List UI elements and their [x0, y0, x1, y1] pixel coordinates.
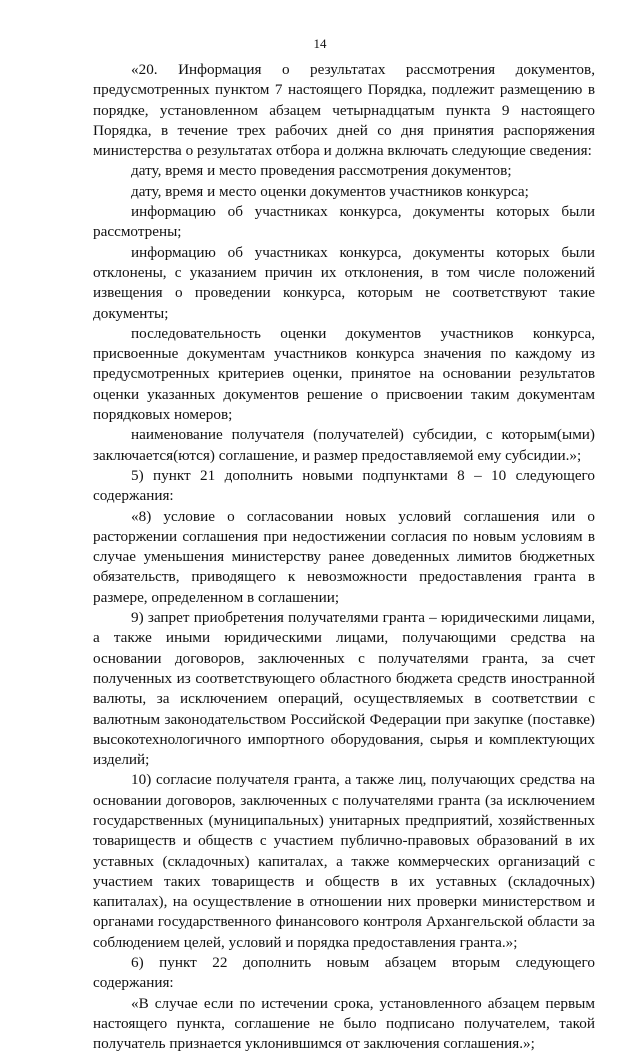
paragraph-amendment-item-21: 5) пункт 21 дополнить новыми подпунктами 8 – 10 следующего содержания: [93, 466, 595, 505]
paragraph-item-20-intro: «20. Информация о результатах рассмотрения документов, предусмотренных пунктом 7 настоящего Порядка, подлежит размещению в порядке, установленном абзацем четырнадцатым пункта 9 настоящего Порядка, в течение трех рабочих дней со дня принятия распоряжения министерства о результатах отбора и должна включать следующие сведения: [93, 61, 595, 160]
paragraph-rejected-participants: информацию об участниках конкурса, документы которых были отклонены, с указанием причин их отклонения, в том числе положений извещения о проведении конкурса, которым не соответствуют такие документы; [93, 243, 595, 322]
paragraph-evaluation-sequence: последовательность оценки документов участников конкурса, присвоенные документам участников конкурса значения по каждому из предусмотренных критериев оценки, принятое на основании результатов оценки указанных документов решение о присвоении таким документам порядковых номеров; [93, 324, 595, 424]
paragraph-subsidy-recipient: наименование получателя (получателей) субсидии, с которым(ыми) заключается(ются) соглашение, и размер предоставляемой ему субсидии.»; [93, 426, 595, 464]
document-body [93, 60, 595, 1055]
page-number: 14 [313, 36, 327, 51]
paragraph-subitem-8: «8) условие о согласовании новых условий соглашения или о расторжении соглашения при недостижении согласия по новым условиям в случае уменьшения министерству ранее доведенных лимитов бюджетных обязательств, приводящего к невозможности предоставления гранта в размере, определенном в соглашении; [93, 507, 595, 606]
paragraph-amendment-item-22: 6) пункт 22 дополнить новым абзацем вторым следующего содержания: [93, 954, 595, 992]
paragraph-date-time-place-evaluation: дату, время и место оценки документов участников конкурса; [131, 182, 529, 200]
paragraph-reviewed-participants: информацию об участниках конкурса, документы которых были рассмотрены; [93, 203, 595, 241]
paragraph-subitem-10: 10) согласие получателя гранта, а также лиц, получающих средства на основании договоров, заключенных с получателями гранта (за исключением государственных (муниципальных) унитарных предприятий, хозяйственных товариществ и обществ с участием публично-правовых образований в их уставных (складочных) капиталах, а также коммерческих организаций с участием таких товариществ и обществ в их уставных (складочных) капиталах), на осуществление в отношении них проверки министерством и органами государственного финансового контроля Архангельской области за соблюдением целей, условий и порядка предоставления гранта.»; [93, 771, 595, 951]
paragraph-subitem-9: 9) запрет приобретения получателями гранта – юридическими лицами, а также иными юридическими лицами, получающими средства на основании договоров, заключенных с получателями гранта, за счет полученных из соответствующего областного бюджета средств иностранной валюты, за исключением операций, осуществляемых в соответствии с валютным законодательством Российской Федерации при закупке (поставке) высокотехнологичного импортного оборудования, сырья и комплектующих изделий; [93, 609, 595, 769]
paragraph-date-time-place-review: дату, время и место проведения рассмотрения документов; [131, 162, 512, 180]
paragraph-item-22-new-text: «В случае если по истечении срока, установленного абзацем первым настоящего пункта, соглашение не было подписано получателем, такой получатель признается уклонившимся от заключения соглашения.»; [93, 994, 595, 1053]
